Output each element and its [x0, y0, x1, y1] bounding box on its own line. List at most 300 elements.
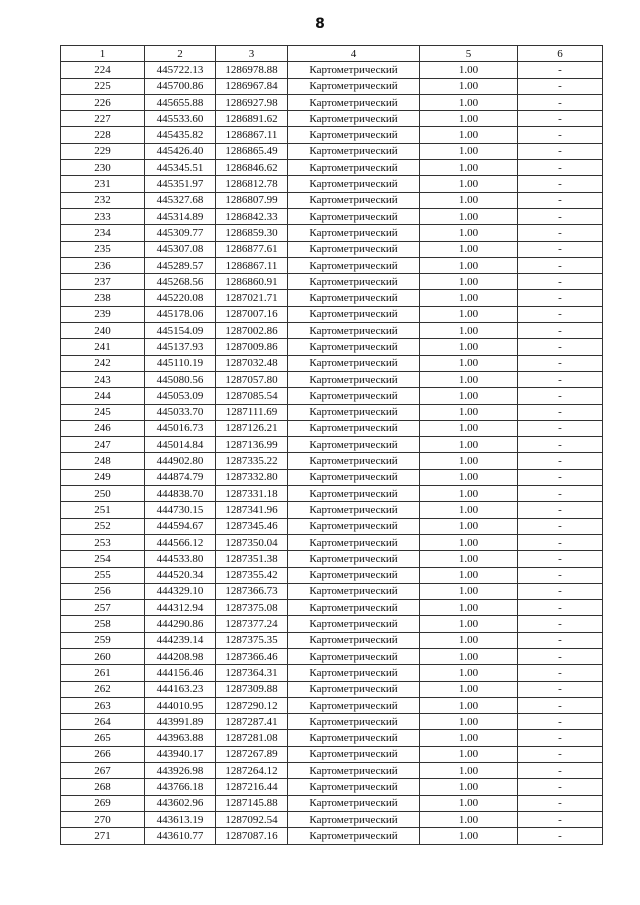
x-coordinate-cell: 443963.88	[145, 730, 216, 746]
point-number-cell: 245	[61, 404, 145, 420]
point-number-cell: 242	[61, 355, 145, 371]
accuracy-cell: 1.00	[420, 811, 518, 827]
x-coordinate-cell: 444566.12	[145, 534, 216, 550]
description-cell: -	[518, 469, 603, 485]
table-row	[61, 648, 603, 664]
table-row	[61, 420, 603, 436]
point-number-cell: 248	[61, 453, 145, 469]
point-number-cell: 239	[61, 306, 145, 322]
point-number-cell: 243	[61, 371, 145, 387]
table-row	[61, 143, 603, 159]
table-row	[61, 697, 603, 713]
x-coordinate-cell: 445307.08	[145, 241, 216, 257]
table-row	[61, 730, 603, 746]
description-cell: -	[518, 306, 603, 322]
method-cell: Картометрический	[288, 371, 420, 387]
point-number-cell: 230	[61, 160, 145, 176]
accuracy-cell: 1.00	[420, 306, 518, 322]
accuracy-cell: 1.00	[420, 388, 518, 404]
coordinates-table	[60, 45, 603, 845]
method-cell: Картометрический	[288, 192, 420, 208]
description-cell: -	[518, 437, 603, 453]
accuracy-cell: 1.00	[420, 746, 518, 762]
x-coordinate-cell: 444239.14	[145, 632, 216, 648]
description-cell: -	[518, 388, 603, 404]
description-cell: -	[518, 160, 603, 176]
table-row	[61, 371, 603, 387]
table-row	[61, 828, 603, 844]
method-cell: Картометрический	[288, 551, 420, 567]
accuracy-cell: 1.00	[420, 763, 518, 779]
y-coordinate-cell: 1287032.48	[216, 355, 288, 371]
x-coordinate-cell: 444902.80	[145, 453, 216, 469]
description-cell: -	[518, 62, 603, 78]
x-coordinate-cell: 445655.88	[145, 94, 216, 110]
point-number-cell: 225	[61, 78, 145, 94]
point-number-cell: 246	[61, 420, 145, 436]
accuracy-cell: 1.00	[420, 469, 518, 485]
description-cell: -	[518, 192, 603, 208]
point-number-cell: 229	[61, 143, 145, 159]
accuracy-cell: 1.00	[420, 323, 518, 339]
table-row	[61, 632, 603, 648]
x-coordinate-cell: 445327.68	[145, 192, 216, 208]
column-header: 5	[420, 46, 518, 62]
point-number-cell: 251	[61, 502, 145, 518]
point-number-cell: 271	[61, 828, 145, 844]
table-row	[61, 681, 603, 697]
x-coordinate-cell: 443766.18	[145, 779, 216, 795]
table-row	[61, 290, 603, 306]
description-cell: -	[518, 665, 603, 681]
method-cell: Картометрический	[288, 714, 420, 730]
accuracy-cell: 1.00	[420, 371, 518, 387]
table-row	[61, 355, 603, 371]
x-coordinate-cell: 445268.56	[145, 274, 216, 290]
accuracy-cell: 1.00	[420, 160, 518, 176]
x-coordinate-cell: 445053.09	[145, 388, 216, 404]
accuracy-cell: 1.00	[420, 62, 518, 78]
table-row	[61, 795, 603, 811]
y-coordinate-cell: 1287002.86	[216, 323, 288, 339]
method-cell: Картометрический	[288, 274, 420, 290]
accuracy-cell: 1.00	[420, 143, 518, 159]
table-row	[61, 225, 603, 241]
y-coordinate-cell: 1287145.88	[216, 795, 288, 811]
description-cell: -	[518, 78, 603, 94]
table-row	[61, 746, 603, 762]
point-number-cell: 236	[61, 257, 145, 273]
description-cell: -	[518, 404, 603, 420]
point-number-cell: 250	[61, 486, 145, 502]
description-cell: -	[518, 355, 603, 371]
accuracy-cell: 1.00	[420, 616, 518, 632]
y-coordinate-cell: 1287092.54	[216, 811, 288, 827]
method-cell: Картометрический	[288, 208, 420, 224]
method-cell: Картометрический	[288, 795, 420, 811]
accuracy-cell: 1.00	[420, 111, 518, 127]
column-header: 6	[518, 46, 603, 62]
method-cell: Картометрический	[288, 746, 420, 762]
y-coordinate-cell: 1286927.98	[216, 94, 288, 110]
method-cell: Картометрический	[288, 78, 420, 94]
y-coordinate-cell: 1287351.38	[216, 551, 288, 567]
method-cell: Картометрический	[288, 143, 420, 159]
y-coordinate-cell: 1286842.33	[216, 208, 288, 224]
point-number-cell: 259	[61, 632, 145, 648]
accuracy-cell: 1.00	[420, 225, 518, 241]
y-coordinate-cell: 1286860.91	[216, 274, 288, 290]
description-cell: -	[518, 600, 603, 616]
point-number-cell: 227	[61, 111, 145, 127]
description-cell: -	[518, 697, 603, 713]
description-cell: -	[518, 127, 603, 143]
table-row	[61, 779, 603, 795]
method-cell: Картометрический	[288, 681, 420, 697]
point-number-cell: 233	[61, 208, 145, 224]
x-coordinate-cell: 444312.94	[145, 600, 216, 616]
method-cell: Картометрический	[288, 62, 420, 78]
description-cell: -	[518, 111, 603, 127]
point-number-cell: 266	[61, 746, 145, 762]
y-coordinate-cell: 1286978.88	[216, 62, 288, 78]
y-coordinate-cell: 1287290.12	[216, 697, 288, 713]
description-cell: -	[518, 714, 603, 730]
column-header: 3	[216, 46, 288, 62]
point-number-cell: 263	[61, 697, 145, 713]
y-coordinate-cell: 1286859.30	[216, 225, 288, 241]
point-number-cell: 228	[61, 127, 145, 143]
method-cell: Картометрический	[288, 828, 420, 844]
accuracy-cell: 1.00	[420, 290, 518, 306]
y-coordinate-cell: 1286867.11	[216, 127, 288, 143]
y-coordinate-cell: 1286812.78	[216, 176, 288, 192]
method-cell: Картометрический	[288, 600, 420, 616]
x-coordinate-cell: 443610.77	[145, 828, 216, 844]
column-header: 2	[145, 46, 216, 62]
y-coordinate-cell: 1287057.80	[216, 371, 288, 387]
y-coordinate-cell: 1286967.84	[216, 78, 288, 94]
accuracy-cell: 1.00	[420, 274, 518, 290]
table-row	[61, 600, 603, 616]
y-coordinate-cell: 1287366.46	[216, 648, 288, 664]
table-row	[61, 388, 603, 404]
method-cell: Картометрический	[288, 111, 420, 127]
y-coordinate-cell: 1287216.44	[216, 779, 288, 795]
description-cell: -	[518, 730, 603, 746]
y-coordinate-cell: 1287087.16	[216, 828, 288, 844]
description-cell: -	[518, 681, 603, 697]
accuracy-cell: 1.00	[420, 78, 518, 94]
method-cell: Картометрический	[288, 355, 420, 371]
accuracy-cell: 1.00	[420, 437, 518, 453]
description-cell: -	[518, 257, 603, 273]
table-row	[61, 469, 603, 485]
x-coordinate-cell: 445178.06	[145, 306, 216, 322]
x-coordinate-cell: 444010.95	[145, 697, 216, 713]
x-coordinate-cell: 445700.86	[145, 78, 216, 94]
accuracy-cell: 1.00	[420, 714, 518, 730]
accuracy-cell: 1.00	[420, 795, 518, 811]
x-coordinate-cell: 444874.79	[145, 469, 216, 485]
method-cell: Картометрический	[288, 306, 420, 322]
accuracy-cell: 1.00	[420, 681, 518, 697]
x-coordinate-cell: 445722.13	[145, 62, 216, 78]
method-cell: Картометрический	[288, 632, 420, 648]
table-row	[61, 241, 603, 257]
y-coordinate-cell: 1287332.80	[216, 469, 288, 485]
method-cell: Картометрический	[288, 323, 420, 339]
point-number-cell: 237	[61, 274, 145, 290]
description-cell: -	[518, 94, 603, 110]
x-coordinate-cell: 443602.96	[145, 795, 216, 811]
description-cell: -	[518, 746, 603, 762]
method-cell: Картометрический	[288, 486, 420, 502]
table-row	[61, 94, 603, 110]
accuracy-cell: 1.00	[420, 828, 518, 844]
table-row	[61, 616, 603, 632]
point-number-cell: 270	[61, 811, 145, 827]
description-cell: -	[518, 274, 603, 290]
y-coordinate-cell: 1287375.35	[216, 632, 288, 648]
table-row	[61, 534, 603, 550]
table-row	[61, 339, 603, 355]
accuracy-cell: 1.00	[420, 339, 518, 355]
y-coordinate-cell: 1286846.62	[216, 160, 288, 176]
description-cell: -	[518, 583, 603, 599]
method-cell: Картометрический	[288, 453, 420, 469]
table-row	[61, 306, 603, 322]
x-coordinate-cell: 445309.77	[145, 225, 216, 241]
description-cell: -	[518, 241, 603, 257]
accuracy-cell: 1.00	[420, 600, 518, 616]
point-number-cell: 267	[61, 763, 145, 779]
point-number-cell: 265	[61, 730, 145, 746]
point-number-cell: 252	[61, 518, 145, 534]
y-coordinate-cell: 1287267.89	[216, 746, 288, 762]
x-coordinate-cell: 445314.89	[145, 208, 216, 224]
description-cell: -	[518, 176, 603, 192]
description-cell: -	[518, 290, 603, 306]
x-coordinate-cell: 445351.97	[145, 176, 216, 192]
accuracy-cell: 1.00	[420, 518, 518, 534]
point-number-cell: 262	[61, 681, 145, 697]
point-number-cell: 232	[61, 192, 145, 208]
accuracy-cell: 1.00	[420, 127, 518, 143]
x-coordinate-cell: 444163.23	[145, 681, 216, 697]
y-coordinate-cell: 1287007.16	[216, 306, 288, 322]
point-number-cell: 253	[61, 534, 145, 550]
table-row	[61, 583, 603, 599]
x-coordinate-cell: 444208.98	[145, 648, 216, 664]
accuracy-cell: 1.00	[420, 697, 518, 713]
accuracy-cell: 1.00	[420, 241, 518, 257]
x-coordinate-cell: 445137.93	[145, 339, 216, 355]
x-coordinate-cell: 444730.15	[145, 502, 216, 518]
x-coordinate-cell: 445533.60	[145, 111, 216, 127]
x-coordinate-cell: 445435.82	[145, 127, 216, 143]
point-number-cell: 264	[61, 714, 145, 730]
description-cell: -	[518, 208, 603, 224]
method-cell: Картометрический	[288, 437, 420, 453]
x-coordinate-cell: 445080.56	[145, 371, 216, 387]
x-coordinate-cell: 445014.84	[145, 437, 216, 453]
description-cell: -	[518, 811, 603, 827]
method-cell: Картометрический	[288, 730, 420, 746]
description-cell: -	[518, 763, 603, 779]
point-number-cell: 261	[61, 665, 145, 681]
x-coordinate-cell: 444533.80	[145, 551, 216, 567]
method-cell: Картометрический	[288, 665, 420, 681]
table-row	[61, 404, 603, 420]
point-number-cell: 257	[61, 600, 145, 616]
method-cell: Картометрический	[288, 697, 420, 713]
y-coordinate-cell: 1287009.86	[216, 339, 288, 355]
point-number-cell: 260	[61, 648, 145, 664]
method-cell: Картометрический	[288, 176, 420, 192]
y-coordinate-cell: 1287355.42	[216, 567, 288, 583]
accuracy-cell: 1.00	[420, 486, 518, 502]
method-cell: Картометрический	[288, 94, 420, 110]
method-cell: Картометрический	[288, 518, 420, 534]
accuracy-cell: 1.00	[420, 94, 518, 110]
description-cell: -	[518, 518, 603, 534]
method-cell: Картометрический	[288, 534, 420, 550]
method-cell: Картометрический	[288, 567, 420, 583]
accuracy-cell: 1.00	[420, 534, 518, 550]
accuracy-cell: 1.00	[420, 502, 518, 518]
y-coordinate-cell: 1286807.99	[216, 192, 288, 208]
x-coordinate-cell: 445110.19	[145, 355, 216, 371]
y-coordinate-cell: 1287287.41	[216, 714, 288, 730]
point-number-cell: 256	[61, 583, 145, 599]
x-coordinate-cell: 445033.70	[145, 404, 216, 420]
description-cell: -	[518, 551, 603, 567]
y-coordinate-cell: 1287264.12	[216, 763, 288, 779]
point-number-cell: 255	[61, 567, 145, 583]
description-cell: -	[518, 502, 603, 518]
description-cell: -	[518, 225, 603, 241]
point-number-cell: 254	[61, 551, 145, 567]
x-coordinate-cell: 445154.09	[145, 323, 216, 339]
table-row	[61, 176, 603, 192]
column-header: 1	[61, 46, 145, 62]
y-coordinate-cell: 1287341.96	[216, 502, 288, 518]
table-row	[61, 551, 603, 567]
y-coordinate-cell: 1287377.24	[216, 616, 288, 632]
description-cell: -	[518, 339, 603, 355]
description-cell: -	[518, 371, 603, 387]
method-cell: Картометрический	[288, 583, 420, 599]
accuracy-cell: 1.00	[420, 192, 518, 208]
accuracy-cell: 1.00	[420, 567, 518, 583]
accuracy-cell: 1.00	[420, 779, 518, 795]
description-cell: -	[518, 143, 603, 159]
method-cell: Картометрический	[288, 127, 420, 143]
method-cell: Картометрический	[288, 404, 420, 420]
x-coordinate-cell: 444329.10	[145, 583, 216, 599]
method-cell: Картометрический	[288, 420, 420, 436]
method-cell: Картометрический	[288, 290, 420, 306]
accuracy-cell: 1.00	[420, 648, 518, 664]
point-number-cell: 249	[61, 469, 145, 485]
x-coordinate-cell: 445289.57	[145, 257, 216, 273]
method-cell: Картометрический	[288, 502, 420, 518]
x-coordinate-cell: 444520.34	[145, 567, 216, 583]
table-body	[61, 62, 603, 844]
accuracy-cell: 1.00	[420, 665, 518, 681]
y-coordinate-cell: 1287021.71	[216, 290, 288, 306]
description-cell: -	[518, 828, 603, 844]
table-row	[61, 518, 603, 534]
point-number-cell: 235	[61, 241, 145, 257]
y-coordinate-cell: 1287366.73	[216, 583, 288, 599]
table-row	[61, 486, 603, 502]
method-cell: Картометрический	[288, 469, 420, 485]
description-cell: -	[518, 420, 603, 436]
table-row	[61, 78, 603, 94]
accuracy-cell: 1.00	[420, 420, 518, 436]
table-header-row	[61, 46, 603, 62]
x-coordinate-cell: 444594.67	[145, 518, 216, 534]
description-cell: -	[518, 453, 603, 469]
point-number-cell: 224	[61, 62, 145, 78]
y-coordinate-cell: 1286867.11	[216, 257, 288, 273]
table-row	[61, 323, 603, 339]
description-cell: -	[518, 632, 603, 648]
x-coordinate-cell: 444838.70	[145, 486, 216, 502]
method-cell: Картометрический	[288, 616, 420, 632]
point-number-cell: 240	[61, 323, 145, 339]
x-coordinate-cell: 443926.98	[145, 763, 216, 779]
table-row	[61, 811, 603, 827]
y-coordinate-cell: 1286877.61	[216, 241, 288, 257]
x-coordinate-cell: 443991.89	[145, 714, 216, 730]
table-row	[61, 763, 603, 779]
point-number-cell: 231	[61, 176, 145, 192]
point-number-cell: 241	[61, 339, 145, 355]
y-coordinate-cell: 1287375.08	[216, 600, 288, 616]
table-row	[61, 567, 603, 583]
accuracy-cell: 1.00	[420, 583, 518, 599]
accuracy-cell: 1.00	[420, 404, 518, 420]
x-coordinate-cell: 443940.17	[145, 746, 216, 762]
table-row	[61, 257, 603, 273]
table-row	[61, 502, 603, 518]
x-coordinate-cell: 445220.08	[145, 290, 216, 306]
description-cell: -	[518, 616, 603, 632]
page-number: 8	[315, 16, 325, 32]
description-cell: -	[518, 486, 603, 502]
method-cell: Картометрический	[288, 648, 420, 664]
x-coordinate-cell: 443613.19	[145, 811, 216, 827]
y-coordinate-cell: 1287085.54	[216, 388, 288, 404]
point-number-cell: 269	[61, 795, 145, 811]
description-cell: -	[518, 795, 603, 811]
table-row	[61, 160, 603, 176]
point-number-cell: 268	[61, 779, 145, 795]
table-row	[61, 111, 603, 127]
y-coordinate-cell: 1287281.08	[216, 730, 288, 746]
y-coordinate-cell: 1287309.88	[216, 681, 288, 697]
table-row	[61, 192, 603, 208]
table-row	[61, 62, 603, 78]
accuracy-cell: 1.00	[420, 208, 518, 224]
y-coordinate-cell: 1287126.21	[216, 420, 288, 436]
description-cell: -	[518, 323, 603, 339]
description-cell: -	[518, 648, 603, 664]
table-row	[61, 714, 603, 730]
